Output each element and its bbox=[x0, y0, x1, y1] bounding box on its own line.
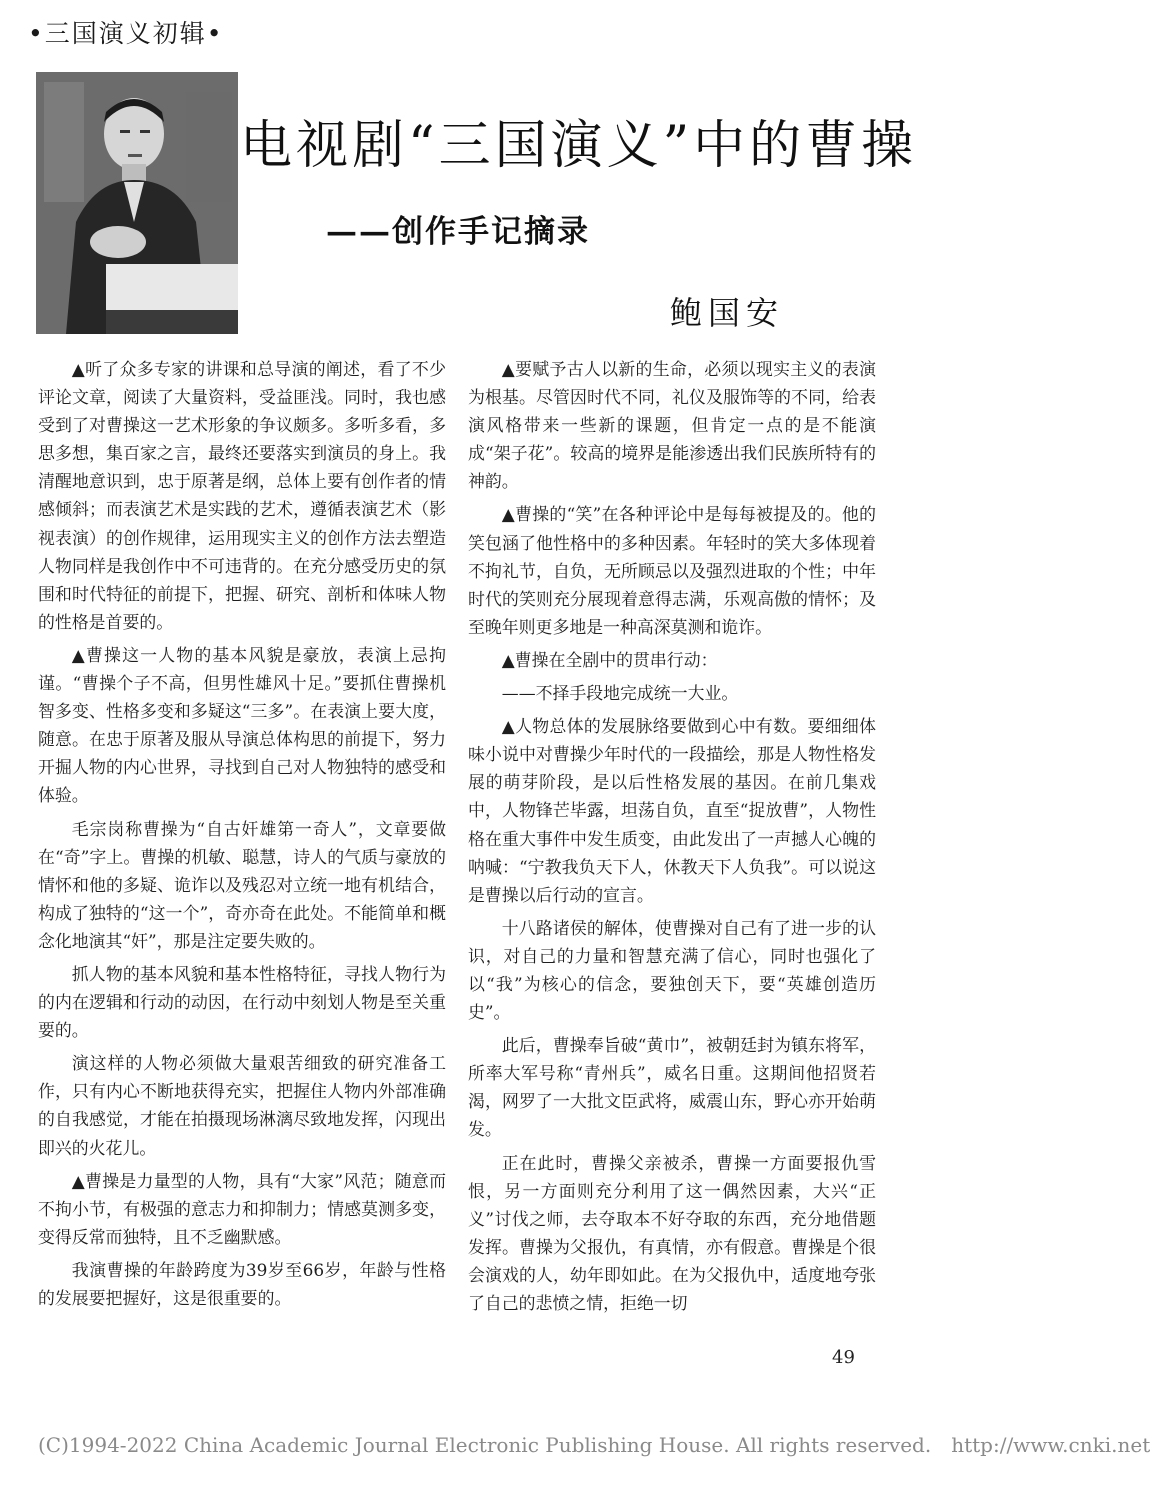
author-portrait-image bbox=[36, 72, 238, 334]
left-column bbox=[38, 355, 446, 1317]
copyright-footer bbox=[38, 1433, 1150, 1457]
section-header: •三国演义初辑• bbox=[28, 19, 224, 48]
paragraph: ▲要赋予古人以新的生命，必须以现实主义的表演为根基。尽管因时代不同，礼仪及服饰等的不同，给表演风格带来一些新的课题，但肯定一点的是不能演成“架子花”。较高的境界是能渗透出我们民族所特有的神韵。 bbox=[468, 359, 876, 492]
paragraph: 我演曹操的年龄跨度为39岁至66岁，年龄与性格的发展要把握好，这是很重要的。 bbox=[38, 1259, 446, 1308]
footer-url: http://www.cnki.net bbox=[951, 1433, 1150, 1457]
right-column bbox=[468, 355, 876, 1322]
article-title: 电视剧“三国演义”中的曹操 bbox=[240, 116, 918, 176]
page-number: 49 bbox=[832, 1347, 855, 1368]
paragraph: 演这样的人物必须做大量艰苦细致的研究准备工作，只有内心不断地获得充实，把握住人物内外部准确的自我感觉，才能在拍摄现场淋漓尽致地发挥，闪现出即兴的火花儿。 bbox=[38, 1053, 446, 1158]
paragraph: ▲曹操这一人物的基本风貌是豪放，表演上忌拘谨。“曹操个子不高，但男性雄风十足。”要抓住曹操机智多变、性格多变和多疑这“三多”。在表演上要大度，随意。在忠于原著及服从导演总体构思的前提下，努力开掘人物的内心世界，寻找到自己对人物独特的感受和体验。 bbox=[38, 644, 446, 806]
paragraph: ——不择手段地完成统一大业。 bbox=[501, 683, 739, 704]
paragraph: ▲人物总体的发展脉络要做到心中有数。要细细体味小说中对曹操少年时代的一段描绘，那是人物性格发展的萌芽阶段，是以后性格发展的基因。在前几集戏中，人物锋芒毕露，坦荡自负，直至“捉放曹”，人物性格在重大事件中发生质变，由此发出了一声撼人心魄的呐喊：“宁教我负天下人，休教天下人负我”。可以说这是曹操以后行动的宣言。 bbox=[468, 716, 876, 905]
paragraph: 抓人物的基本风貌和基本性格特征，寻找人物行为的内在逻辑和行动的动因，在行动中刻划人物是至关重要的。 bbox=[38, 963, 446, 1041]
paragraph: 此后，曹操奉旨破“黄巾”，被朝廷封为镇东将军，所率大军号称“青州兵”，威名日重。这期间他招贤若渴，网罗了一大批文臣武将，威震山东，野心亦开始萌发。 bbox=[468, 1035, 876, 1140]
paragraph: 十八路诸侯的解体，使曹操对自己有了进一步的认识，对自己的力量和智慧充满了信心，同时也强化了以“我”为核心的信念，要独创天下，要“英雄创造历史”。 bbox=[468, 917, 876, 1023]
article-subtitle: ——创作手记摘录 bbox=[326, 214, 590, 250]
paragraph: ▲听了众多专家的讲课和总导演的阐述，看了不少评论文章，阅读了大量资料，受益匪浅。同时，我也感受到了对曹操这一艺术形象的争议颇多。多听多看，多思多想，集百家之言，最终还要落实到演员的身上。我清醒地意识到，忠于原著是纲，总体上要有创作者的情感倾斜；而表演艺术是实践的艺术，遵循表演艺术（影视表演）的创作规律，运用现实主义的创作方法去塑造人物同样是我创作中不可违背的。在充分感受历史的氛围和时代特征的前提下，把握、研究、剖析和体味人物的性格是首要的。 bbox=[38, 359, 446, 632]
paragraph: 正在此时，曹操父亲被杀，曹操一方面要报仇雪恨，另一方面则充分利用了这一偶然因素，大兴“正义”讨伐之师，去夺取本不好夺取的东西，充分地借题发挥。曹操为父报仇，有真情，亦有假意。曹操是个很会演戏的人，幼年即如此。在为父报仇中，适度地夸张了自己的悲愤之情，拒绝一切 bbox=[468, 1152, 876, 1313]
author-name: 鲍国安 bbox=[670, 294, 785, 332]
paragraph: ▲曹操是力量型的人物，具有“大家”风范；随意而不拘小节，有极强的意志力和抑制力；情感莫测多变，变得反常而独特，且不乏幽默感。 bbox=[38, 1170, 446, 1247]
paragraph: ▲曹操在全剧中的贯串行动： bbox=[501, 649, 718, 670]
author-photo bbox=[36, 72, 238, 334]
paragraph: ▲曹操的“笑”在各种评论中是每每被提及的。他的笑包涵了他性格中的多种因素。年轻时的笑大多体现着不拘礼节，自负，无所顾忌以及强烈进取的个性；中年时代的笑则充分展现着意得志满，乐观高傲的情怀；及至晚年则更多地是一种高深莫测和诡诈。 bbox=[468, 504, 876, 637]
copyright-text: (C)1994-2022 China Academic Journal Electronic Publishing House. All rights reserved. bbox=[38, 1433, 932, 1457]
paragraph: 毛宗岗称曹操为“自古奸雄第一奇人”，文章要做在“奇”字上。曹操的机敏、聪慧，诗人的气质与豪放的情怀和他的多疑、诡诈以及残忍对立统一地有机结合，构成了独特的“这一个”，奇亦奇在此处。不能简单和概念化地演其“奸”，那是注定要失败的。 bbox=[38, 818, 446, 951]
